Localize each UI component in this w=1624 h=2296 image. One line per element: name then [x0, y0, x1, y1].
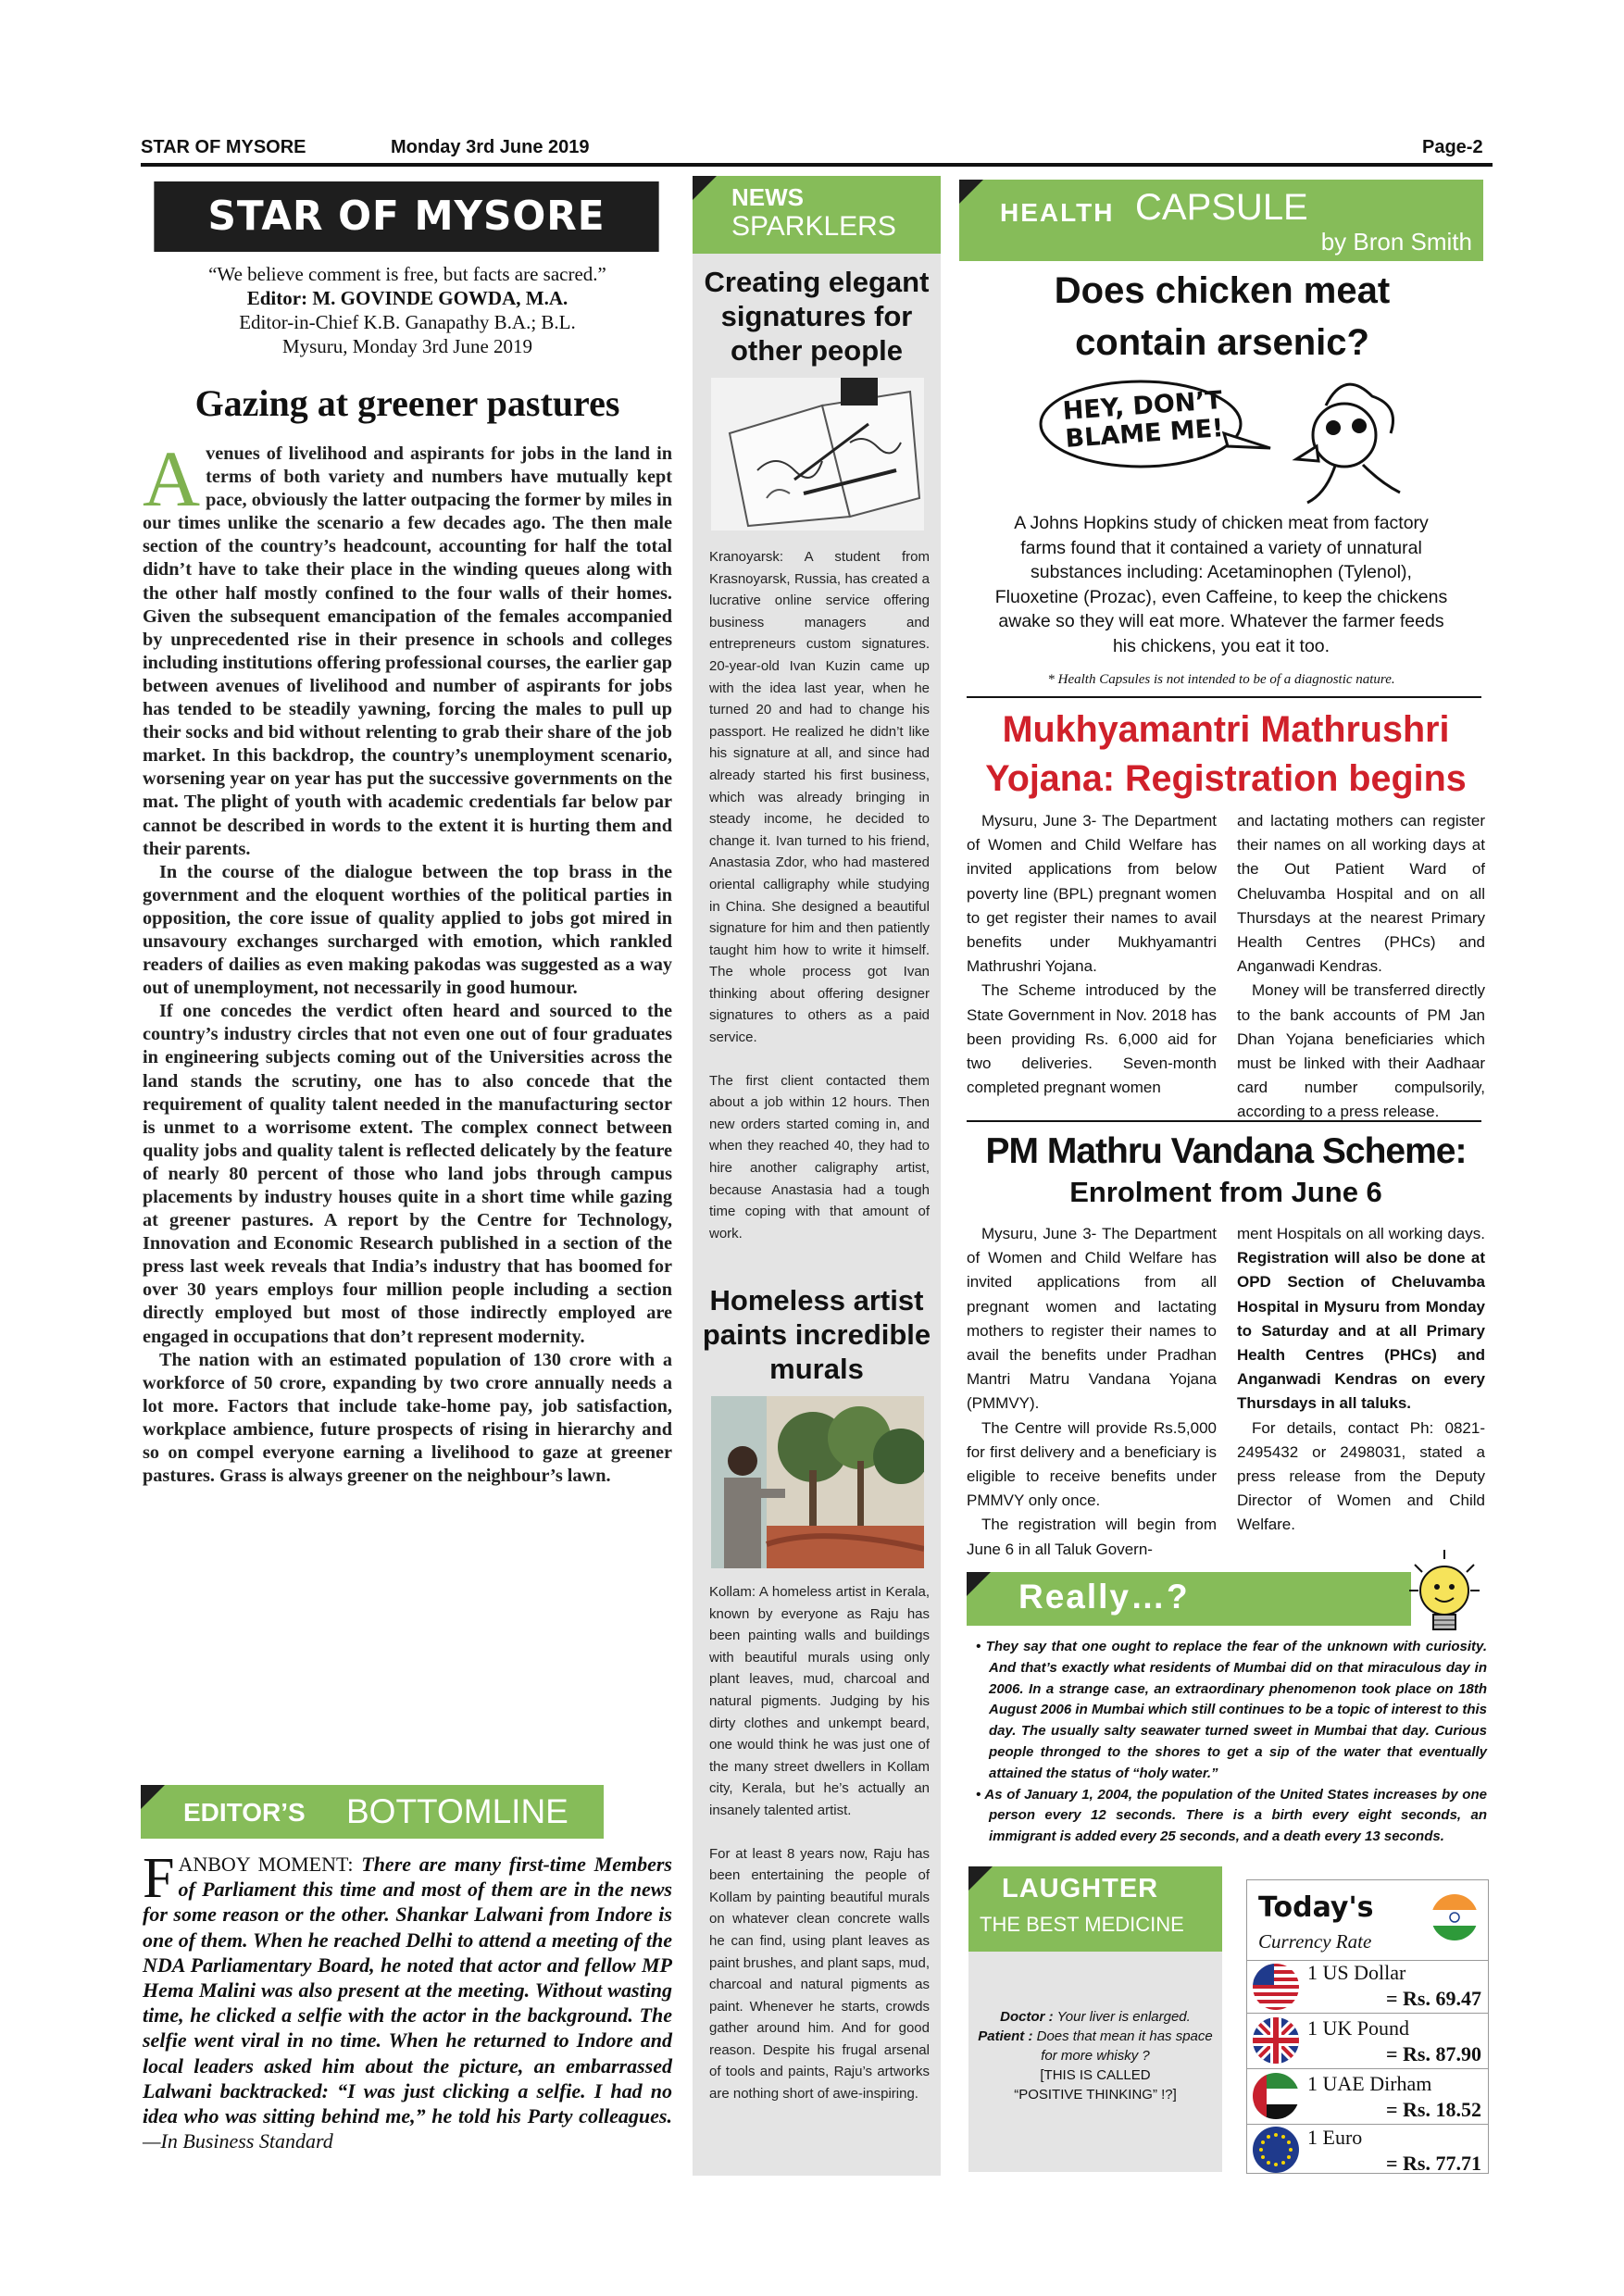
pmmvy-subhead: Enrolment from June 6	[1069, 1176, 1382, 1208]
india-flag-icon	[1430, 1893, 1479, 1941]
pmmvy-paragraph: For details, contact Ph: 0821-2495432 or 2498031, stated a press release from the Deputy Director of Women and Child Welfare.	[1237, 1418, 1485, 1534]
yojana-headline: Mukhyamantri Mathrushri Yojana: Registration begins	[985, 709, 1467, 799]
editorial-title: Gazing at greener pastures	[194, 382, 620, 424]
health-byline: by Bron Smith	[1320, 228, 1472, 256]
sparklers-banner	[693, 176, 941, 254]
laughter-joke	[976, 2007, 1215, 2104]
cartoon-speech-bubble: HEY, DON’T BLAME ME!	[1061, 386, 1225, 454]
story-paragraph: Kollam: A homeless artist in Kerala, known by everyone as Raju has been painting walls and buildings with beautiful murals using only plant leaves, mud, charcoal and natural pigments. Judging by his dirty clothes and unkempt beard, one would think he was just one of the many street dwellers in Kollam city, Kerala, but he’s actually an insanely talented artist.	[709, 1584, 930, 1818]
editorial-dropcap: A	[143, 434, 201, 523]
sparklers-label-a: NEWS	[731, 183, 804, 211]
uk-flag-icon	[1252, 2016, 1300, 2065]
currency-name: 1 UAE Dirham	[1307, 2072, 1432, 2095]
masthead-dateline: Mysuru, Monday 3rd June 2019	[281, 335, 533, 357]
currency-name: 1 Euro	[1307, 2126, 1363, 2149]
joke-tagline: “POSITIVE THINKING” !?]	[1014, 2087, 1177, 2103]
section-rule	[967, 1120, 1481, 1122]
currency-subtitle: Currency Rate	[1258, 1930, 1372, 1953]
bottomline-source: —In Business Standard	[143, 2129, 333, 2153]
laughter-label-b: THE BEST MEDICINE	[980, 1913, 1184, 1936]
yojana-paragraph: The Scheme introduced by the State Government in Nov. 2018 has been providing Rs. 6,000 aid for two deliveries. Seven-month completed pregnant women	[967, 981, 1217, 1097]
joke-speaker: Patient :	[978, 2028, 1033, 2044]
currency-value: = Rs. 18.52	[1386, 2098, 1481, 2121]
usa-flag-icon	[1252, 1963, 1300, 2011]
uae-flag-icon	[1252, 2072, 1300, 2120]
signature-photo	[711, 378, 924, 530]
editorial-paragraph: The nation with an estimated population of 130 crore with a workforce of 50 crore, expanding by two crore annually needs a lot more. Factors that include take-home pay, job satisfaction, workplace ambience, future prospects of rising in hierarchy and so on compel everyone earning a livelihood to gaze at greener pastures. Grass is always greener on the neighbour’s lawn.	[143, 1349, 672, 1487]
currency-value: = Rs. 69.47	[1386, 1987, 1481, 2010]
bottomline-dropcap: F	[143, 1847, 175, 1910]
sparklers-label-b: SPARKLERS	[731, 211, 896, 242]
currency-name: 1 US Dollar	[1307, 1961, 1406, 1984]
sparklers-story-2	[709, 1581, 930, 2105]
health-label-a: HEALTH	[1000, 198, 1115, 227]
story-paragraph: For at least 8 years now, Raju has been entertaining the people of Kollam by painting beautiful murals on whatever clean concrete walls he can find, using plant leaves as paint brushes, and plant saps, mud, charcoal and natural pigments as paint. Whenever he starts, crowds gather around him. And for good reason. Despite his frugal arsenal of tools and paints, Raju’s artworks are nothing short of awe-inspiring.	[709, 1845, 930, 2103]
banner-corner-icon	[968, 1866, 993, 1890]
eu-flag-icon	[1252, 2126, 1300, 2174]
yojana-column-2	[1237, 809, 1485, 1125]
currency-divider	[1246, 2124, 1489, 2125]
lightbulb-icon	[1407, 1548, 1481, 1641]
really-bullet-text: They say that one ought to replace the fear of the unknown with curiosity. And that’s exactly what residents of Mumbai did on that miraculous day in 2006. In a strange case, an extraordinary phenomenon took place on 18th August 2006 in Mumbai which still continues to be a topic of interest to this day. The usually salty seawater turned sweet in Mumbai that day. Curious people thronged to the shores to get a sip of the water that eventually attained the status of “holy water.”	[985, 1639, 1487, 1781]
header-paper-name: STAR OF MYSORE	[141, 137, 306, 157]
yojana-paragraph: and lactating mothers can register their names on all working days at the Out Patient Ward of Cheluvamba Hospital and on all Thursdays at the nearest Primary Health Centres (PHCs) and Anganwadi Kendras.	[1237, 812, 1485, 976]
joke-tagline: [THIS IS CALLED	[1040, 2067, 1151, 2083]
story-paragraph: The first client contacted them about a job within 12 hours. Then new orders started coming in, and when they reached 40, they had to hire another caligraphy artist, because Anastasia had a tough time coping with that amount of work.	[709, 1072, 930, 1242]
editorial-paragraph: If one concedes the verdict often heard and sourced to the country’s industry circles that not even one out of four graduates in engineering subjects coming out of the Universities across the land stands the scrutiny, one has to also concede that the requirement of quality talent needed in the manufacturing sector is unmet to a worrisome extent. The complex connect between quality jobs and quality talent is reflected delicately by the feature of nearly 80 percent of those who land jobs through campus placements by industry houses quite in a short time while gazing at greener pastures. A report by the Centre for Technology, Innovation and Economic Research published in a section of the press last week reveals that India’s industry that has boomed for over 30 years employs four million people including a section directly employed but most of those indirectly employed are engaged in occupations that don’t represent modernity.	[143, 1001, 672, 1347]
pmmvy-paragraph	[1237, 1222, 1485, 1416]
sparklers-headline-2: Homeless artist paints incredible murals	[702, 1284, 931, 1385]
health-disclaimer: * Health Capsules is not intended to be of a diagnostic nature.	[1047, 672, 1395, 687]
pmmvy-text: ment Hospitals on all working days.	[1237, 1225, 1485, 1242]
really-list	[972, 1637, 1487, 1848]
sparklers-headline-1: Creating elegant signatures for other people	[704, 266, 930, 367]
editorial-paragraph: venues of livelihood and aspirants for jobs in the land in terms of both variety and numbers have mutually kept pace, obviously the latter outpacing the former by miles in our times unlike the scenario a few decades ago. The then male section of the country’s headcount, accounting for half the total didn’t have to take their place in the winding queues along with the other half mostly confined to the four walls of their homes. Given the subsequent emancipation of the females accompanied by unprecedented rise in their presence in schools and colleges including institutions offering professional courses, the earlier gap between avenues of livelihood and number of aspirants for jobs has tended to be steadily yawning, forcing the males to pull up their socks and bid without relenting to grab their share of the job market. In this backdrop, the country’s unemployment scenario, worsening year on year has put the successive governments on the mat. The plight of youth with academic credentials far below par cannot be described in words to the extent it is hurting them and their parents.	[143, 443, 672, 859]
header-rule	[141, 163, 1493, 167]
joke-line: Your liver is enlarged.	[1056, 2009, 1191, 2025]
pmmvy-column-2	[1237, 1222, 1485, 1538]
currency-name: 1 UK Pound	[1307, 2016, 1410, 2040]
currency-divider	[1246, 2068, 1489, 2069]
masthead-editor-in-chief: Editor-in-Chief K.B. Ganapathy B.A.; B.L.	[239, 311, 576, 333]
joke-speaker: Doctor :	[1000, 2009, 1054, 2025]
pmmvy-column-1	[967, 1222, 1217, 1562]
masthead-motto: “We believe comment is free, but facts are sacred.”	[208, 263, 606, 285]
banner-corner-icon	[141, 1785, 165, 1809]
bottomline-body	[143, 1847, 672, 2153]
really-bullet-text: As of January 1, 2004, the population of the United States increases by one person every 12 seconds. There is a birth every eight seconds, an immigrant is added every 25 seconds, and a death every 13 seconds.	[984, 1786, 1487, 1845]
bottomline-label-b: BOTTOMLINE	[346, 1792, 568, 1830]
yojana-column-1	[967, 809, 1217, 1100]
editorial-paragraph: In the course of the dialogue between the top brass in the government and the eloquent worthies of the political parties in opposition, the core issue of quality applied to jobs got mired in unsavoury exchanges surcharged with emotion, which rankled readers of dailies as even making pakodas was suggested as a way out of unemployment, not necessarily in good humour.	[143, 861, 672, 999]
currency-value: = Rs. 77.71	[1386, 2152, 1481, 2175]
editorial-body	[143, 434, 672, 1488]
pmmvy-headline: PM Mathru Vandana Scheme:	[985, 1131, 1467, 1171]
pmmvy-paragraph: Mysuru, June 3- The Department of Women and Child Welfare has invited applications from all pregnant women and lactating mothers to register their names to avail the benefits under Pradhan Mantri Matru Vandana Yojana (PMMVY).	[967, 1225, 1217, 1413]
really-label: Really…?	[1018, 1578, 1190, 1616]
masthead-editor: Editor: M. GOVINDE GOWDA, M.A.	[246, 287, 568, 309]
bottomline-lead: ANBOY MOMENT:	[178, 1853, 354, 1876]
bottomline-banner	[141, 1785, 604, 1839]
health-headline: Does chicken meat contain arsenic?	[1054, 270, 1391, 363]
pmmvy-bold-text: Registration will also be done at OPD Section of Cheluvamba Hospital in Mysuru from Monday to Saturday and at all Primary Health Centres (PHCs) and Anganwadi Kendras on every Thursdays in all taluks.	[1237, 1249, 1485, 1413]
laughter-label-a: LAUGHTER	[1002, 1874, 1159, 1903]
header-page-number: Page-2	[1422, 137, 1483, 157]
currency-title: Today's	[1258, 1891, 1374, 1924]
yojana-paragraph: Money will be transferred directly to the bank accounts of PM Jan Dhan Yojana beneficiaries which must be linked with their Aadhaar card number compulsorily, according to a press release.	[1237, 981, 1485, 1121]
story-paragraph: Kranoyarsk: A student from Krasnoyarsk, Russia, has created a lucrative online service offering business managers and entrepreneurs custom signatures. 20-year-old Ivan Kuzin came up with the idea last year, when he turned 20 and had to change his passport. He realized he didn’t like his signature at all, and since had already started his first business, which was already bringing in steady income, he decided to change it. Ivan turned to his friend, Anastasia Zdor, who had mastered oriental calligraphy while studying in China. She designed a beautiful signature for him and then patiently taught him how to write it himself. The whole process got Ivan thinking about offering designer signatures to others as a paid service.	[709, 549, 930, 1046]
currency-list	[1246, 1959, 1489, 2174]
banner-corner-icon	[967, 1572, 991, 1596]
banner-corner-icon	[959, 180, 983, 204]
really-bullet: • They say that one ought to replace the fear of the unknown with curiosity. And that’s exactly what residents of Mumbai did on that miraculous day in 2006. In a strange case, an extraordinary phenomenon took place on 18th August 2006 in Mumbai which still continues to be a topic of interest to this day. The usually salty seawater turned sweet in Mumbai that day. Curious people thronged to the shores to get a sip of the water that eventually attained the status of “holy water.”	[976, 1639, 1487, 1781]
health-body: A Johns Hopkins study of chicken meat from factory farms found that it contained a variety of unnatural substances including: Acetaminophen (Tylenol), Fluoxetine (Prozac), even Caffeine, to keep the chickens awake so they will eat more. Whatever the farmer feeds his chickens, you eat it too.	[994, 513, 1448, 656]
really-banner	[967, 1572, 1411, 1626]
health-label-b: CAPSULE	[1135, 187, 1308, 228]
bottomline-text: There are many first-time Members of Parliament this time and most of them are in the news for some reason or the other. Shankar Lalwani from Indore is one of them. When he reached Delhi to attend a meeting of the NDA Parliamentary Board, he noted that actor and fellow MP Hema Malini was also present at the meeting. Without wasting time, he clicked a selfie with the actor in the background. The selfie went viral in no time. When he returned to Indore and local leaders asked him about the picture, an embarrassed Lalwani backtracked: “I was just clicking a selfie. I had no idea who was sitting behind me,” he told his Party colleagues.	[143, 1853, 672, 2128]
really-bullet: • As of January 1, 2004, the population of the United States increases by one person every 12 seconds. There is a birth every eight seconds, an immigrant is added every 25 seconds, and a death every 13 seconds.	[976, 1786, 1487, 1845]
pmmvy-paragraph: The registration will begin from June 6 in all Taluk Govern-	[967, 1516, 1217, 1558]
banner-corner-icon	[693, 176, 717, 200]
currency-divider	[1246, 2013, 1489, 2014]
sparklers-story-1	[709, 546, 930, 1244]
mural-photo	[711, 1396, 924, 1568]
pmmvy-paragraph: The Centre will provide Rs.5,000 for first delivery and a beneficiary is eligible to receive benefits under PMMVY only once.	[967, 1418, 1217, 1510]
yojana-paragraph: Mysuru, June 3- The Department of Women and Child Welfare has invited applications from below poverty line (BPL) pregnant women to get register their names to avail benefits under Mukhyamantri Mathrushri Yojana.	[967, 812, 1217, 976]
bottomline-label-a: EDITOR’S	[183, 1798, 306, 1827]
header-date: Monday 3rd June 2019	[391, 137, 590, 157]
section-rule	[967, 696, 1481, 698]
currency-value: = Rs. 87.90	[1386, 2042, 1481, 2065]
health-banner	[959, 180, 1483, 261]
joke-line: Does that mean it has space for more whisky ?	[1036, 2028, 1213, 2064]
masthead-logo: STAR OF MYSORE	[154, 181, 658, 252]
laughter-banner	[968, 1866, 1222, 1952]
